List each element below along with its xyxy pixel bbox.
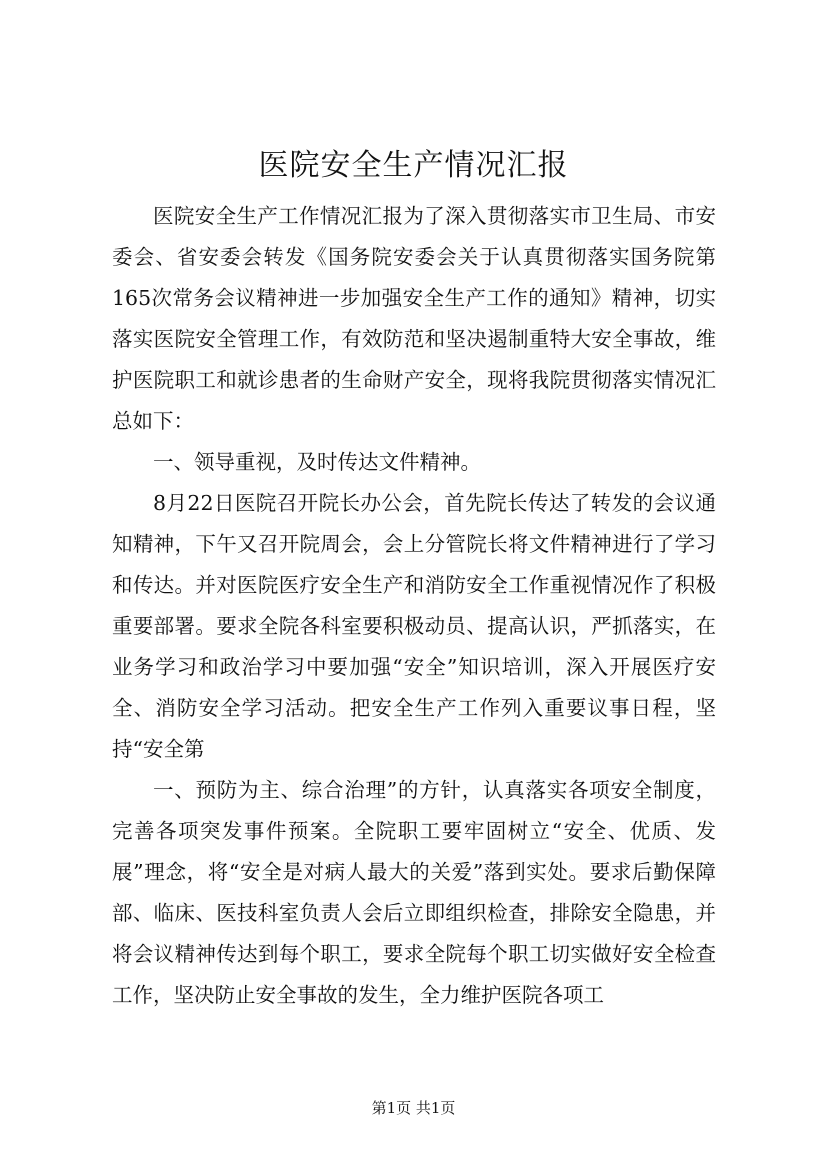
document-body (112, 196, 716, 1016)
page-footer: 第1页 共1页 (371, 1099, 456, 1117)
document-title: 医院安全生产情况汇报 (258, 148, 569, 183)
paragraph-section-heading: 一、领导重视，及时传达文件精神。 (153, 450, 481, 474)
paragraph-intro: 医院安全生产工作情况汇报为了深入贯彻落实市卫生局、市安委会、省安委会转发《国务院安委会关于认真贯彻落实国务院第165次常务会议精神进一步加强安全生产工作的通知》精神，切实落实医院安全管理工作，有效防范和坚决遏制重特大安全事故，维护医院职工和就诊患者的生命财产安全，现将我院贯彻落实情况汇总如下： (112, 204, 716, 433)
paragraph-policy: 一、预防为主、综合治理”的方针，认真落实各项安全制度，完善各项突发事件预案。全院职工要牢固树立“安全、优质、发展”理念，将“安全是对病人最大的关爱”落到实处。要求后勤保障部、临床、医技科室负责人会后立即组织检查，排除安全隐患，并将会议精神传达到每个职工，要求全院每个职工切实做好安全检查工作，坚决防止安全事故的发生，全力维护医院各项工 (112, 778, 716, 1007)
paragraph-meeting: 8月22日医院召开院长办公会，首先院长传达了转发的会议通知精神，下午又召开院周会，会上分管院长将文件精神进行了学习和传达。并对医院医疗安全生产和消防安全工作重视情况作了积极重要部署。要求全院各科室要积极动员、提高认识，严抓落实，在业务学习和政治学习中要加强“安全”知识培训，深入开展医疗安全、消防安全学习活动。把安全生产工作列入重要议事日程，坚持“安全第 (112, 491, 716, 761)
